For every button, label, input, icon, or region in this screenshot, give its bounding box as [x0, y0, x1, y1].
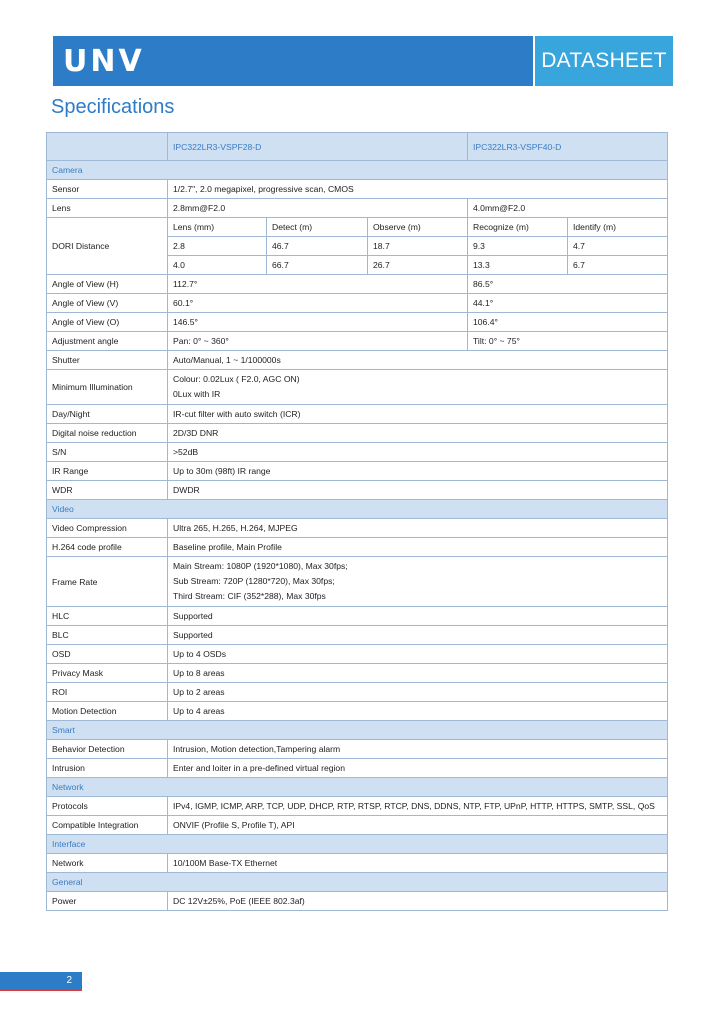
spec-value: Up to 4 areas: [168, 702, 668, 721]
spec-label: Angle of View (V): [47, 294, 168, 313]
model-header-row: [47, 133, 668, 161]
dori-cell: 46.7: [267, 237, 368, 256]
spec-value: Baseline profile, Main Profile: [168, 538, 668, 557]
section-title: Video: [47, 500, 668, 519]
spec-label: Lens: [47, 199, 168, 218]
spec-label: Day/Night: [47, 405, 168, 424]
dori-header-row: [47, 218, 668, 237]
spec-label: Intrusion: [47, 759, 168, 778]
spec-row: [47, 664, 668, 683]
spec-label: H.264 code profile: [47, 538, 168, 557]
spec-label: Network: [47, 854, 168, 873]
spec-row: [47, 797, 668, 816]
spec-value: >52dB: [168, 443, 668, 462]
spec-row: [47, 854, 668, 873]
spec-table: [46, 132, 668, 911]
spec-value: 4.0mm@F2.0: [468, 199, 668, 218]
section-title: Smart: [47, 721, 668, 740]
spec-row: [47, 424, 668, 443]
spec-value: IPv4, IGMP, ICMP, ARP, TCP, UDP, DHCP, RTP, RTSP, RTCP, DNS, DDNS, NTP, FTP, UPnP, HTTP, HTTPS, SMTP, SSL, QoS: [168, 797, 668, 816]
spec-row: [47, 443, 668, 462]
dori-cell: 4.7: [568, 237, 668, 256]
spec-label: Frame Rate: [47, 557, 168, 607]
spec-value: 146.5°: [168, 313, 468, 332]
spec-value: 2D/3D DNR: [168, 424, 668, 443]
dori-cell: 4.0: [168, 256, 267, 275]
spec-row: [47, 607, 668, 626]
spec-label: HLC: [47, 607, 168, 626]
spec-row: [47, 294, 668, 313]
spec-value: Supported: [168, 607, 668, 626]
spec-value: ONVIF (Profile S, Profile T), API: [168, 816, 668, 835]
dori-cell: 26.7: [368, 256, 468, 275]
page-title: Specifications: [51, 96, 175, 118]
spec-row: [47, 740, 668, 759]
spec-label: Shutter: [47, 351, 168, 370]
spec-value-line: Main Stream: 1080P (1920*1080), Max 30fps;: [173, 561, 348, 571]
spec-row: [47, 351, 668, 370]
footer-accent-line: [0, 989, 82, 991]
spec-label: Privacy Mask: [47, 664, 168, 683]
spec-value: Ultra 265, H.265, H.264, MJPEG: [168, 519, 668, 538]
header-empty-cell: [47, 133, 168, 161]
spec-label: S/N: [47, 443, 168, 462]
spec-label: IR Range: [47, 462, 168, 481]
dori-header: Detect (m): [267, 218, 368, 237]
spec-value: 60.1°: [168, 294, 468, 313]
spec-value: DWDR: [168, 481, 668, 500]
spec-value-line: Colour: 0.02Lux ( F2.0, AGC ON): [173, 374, 300, 384]
spec-value: 106.4°: [468, 313, 668, 332]
dori-cell: 66.7: [267, 256, 368, 275]
model-name: IPC322LR3-VSPF40-D: [468, 133, 668, 161]
page-header: [53, 36, 673, 86]
spec-row: [47, 180, 668, 199]
spec-row: [47, 645, 668, 664]
spec-value: 44.1°: [468, 294, 668, 313]
spec-value: Auto/Manual, 1 ~ 1/100000s: [168, 351, 668, 370]
dori-cell: 2.8: [168, 237, 267, 256]
spec-value: Up to 30m (98ft) IR range: [168, 462, 668, 481]
spec-value: Supported: [168, 626, 668, 645]
spec-label: Angle of View (O): [47, 313, 168, 332]
spec-label: DORI Distance: [47, 218, 168, 275]
section-row: [47, 721, 668, 740]
spec-row: [47, 332, 668, 351]
spec-label: Motion Detection: [47, 702, 168, 721]
spec-label: Minimum Illumination: [47, 370, 168, 405]
spec-value: 1/2.7", 2.0 megapixel, progressive scan, CMOS: [168, 180, 668, 199]
section-row: [47, 500, 668, 519]
section-row: [47, 161, 668, 180]
spec-row: [47, 538, 668, 557]
dori-header: Recognize (m): [468, 218, 568, 237]
spec-value: Up to 2 areas: [168, 683, 668, 702]
unv-logo: UNV: [63, 44, 145, 79]
spec-value: [168, 370, 668, 405]
spec-label: ROI: [47, 683, 168, 702]
spec-row: [47, 462, 668, 481]
spec-value: 2.8mm@F2.0: [168, 199, 468, 218]
dori-cell: 18.7: [368, 237, 468, 256]
spec-label: Adjustment angle: [47, 332, 168, 351]
section-row: [47, 873, 668, 892]
spec-row: [47, 702, 668, 721]
page-number: 2: [0, 972, 82, 989]
spec-value: 10/100M Base-TX Ethernet: [168, 854, 668, 873]
spec-label: Video Compression: [47, 519, 168, 538]
spec-label: Protocols: [47, 797, 168, 816]
datasheet-tag: DATASHEET: [535, 36, 673, 86]
spec-value: DC 12V±25%, PoE (IEEE 802.3af): [168, 892, 668, 911]
spec-value: Up to 4 OSDs: [168, 645, 668, 664]
spec-value: Pan: 0° ~ 360°: [168, 332, 468, 351]
spec-row: [47, 275, 668, 294]
spec-value: 112.7°: [168, 275, 468, 294]
section-title: Camera: [47, 161, 668, 180]
spec-value-line: Third Stream: CIF (352*288), Max 30fps: [173, 591, 326, 601]
spec-label: Behavior Detection: [47, 740, 168, 759]
spec-row: [47, 816, 668, 835]
dori-cell: 9.3: [468, 237, 568, 256]
section-title: Network: [47, 778, 668, 797]
dori-header: Lens (mm): [168, 218, 267, 237]
spec-row: [47, 683, 668, 702]
spec-label: Angle of View (H): [47, 275, 168, 294]
spec-value-line: 0Lux with IR: [173, 389, 221, 399]
spec-value: Tilt: 0° ~ 75°: [468, 332, 668, 351]
spec-value: Enter and loiter in a pre-defined virtual region: [168, 759, 668, 778]
spec-value: Up to 8 areas: [168, 664, 668, 683]
model-name: IPC322LR3-VSPF28-D: [168, 133, 468, 161]
spec-row: [47, 759, 668, 778]
spec-row: [47, 557, 668, 607]
spec-row: [47, 199, 668, 218]
spec-label: OSD: [47, 645, 168, 664]
dori-header: Observe (m): [368, 218, 468, 237]
spec-row: [47, 313, 668, 332]
spec-row: [47, 626, 668, 645]
dori-cell: 13.3: [468, 256, 568, 275]
spec-value: IR-cut filter with auto switch (ICR): [168, 405, 668, 424]
section-row: [47, 835, 668, 854]
spec-label: BLC: [47, 626, 168, 645]
spec-label: Power: [47, 892, 168, 911]
spec-value: [168, 557, 668, 607]
dori-cell: 6.7: [568, 256, 668, 275]
spec-value-line: Sub Stream: 720P (1280*720), Max 30fps;: [173, 576, 335, 586]
spec-row: [47, 519, 668, 538]
section-row: [47, 778, 668, 797]
spec-value: Intrusion, Motion detection,Tampering alarm: [168, 740, 668, 759]
spec-label: WDR: [47, 481, 168, 500]
dori-header: Identify (m): [568, 218, 668, 237]
header-band: [53, 36, 533, 86]
section-title: General: [47, 873, 668, 892]
spec-label: Digital noise reduction: [47, 424, 168, 443]
section-title: Interface: [47, 835, 668, 854]
spec-label: Sensor: [47, 180, 168, 199]
spec-row: [47, 481, 668, 500]
spec-value: 86.5°: [468, 275, 668, 294]
spec-row: [47, 405, 668, 424]
spec-row: [47, 370, 668, 405]
spec-row: [47, 892, 668, 911]
spec-label: Compatible Integration: [47, 816, 168, 835]
